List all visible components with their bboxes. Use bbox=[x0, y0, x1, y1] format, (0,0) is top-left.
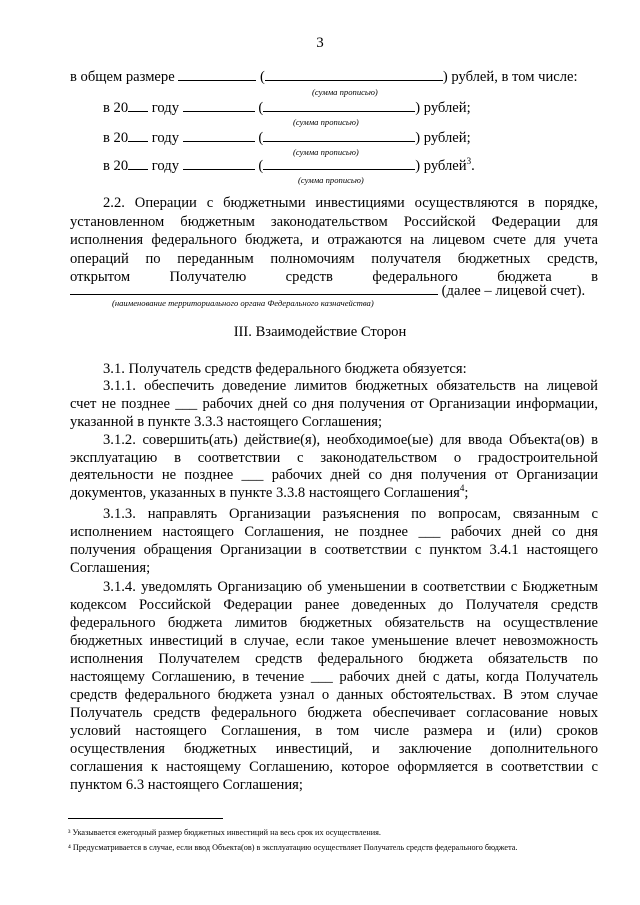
year-digits-blank bbox=[183, 99, 255, 112]
clause-3-1-3-line: получения обращения Организации в соответствии с пунктом 3.4.1 настоящего bbox=[70, 542, 598, 558]
amount-caption: (сумма прописью) bbox=[312, 87, 378, 97]
clause-3-1-2-text: документов, указанных в пункте 3.3.8 настоящего Соглашения bbox=[70, 485, 460, 501]
clause-3-1-2-line: 3.1.2. совершить(ать) действие(я), необходимое(ые) для ввода Объекта(ов) в bbox=[103, 432, 598, 448]
clause-3-1-4-line: бюджетных инвестиций в случае, если такое уменьшение влечет невозможность bbox=[70, 633, 598, 649]
clause-3-1-1-line: счет не позднее ___ рабочих дней со дня получения от Организации информации, bbox=[70, 396, 598, 412]
clause-3-1-4-line: 3.1.4. уведомлять Организацию об уменьшении в соответствии с Бюджетным bbox=[103, 579, 598, 595]
footnote-ref-3: 3 bbox=[466, 156, 472, 167]
clause-3-1-1-line: указанной в пункте 3.3.3 настоящего Соглашения; bbox=[70, 414, 383, 430]
year-words-blank bbox=[263, 157, 415, 170]
section-2-2-line: исполнения федерального бюджета, и отражаются на лицевом счете для учета bbox=[70, 232, 598, 248]
clause-3-1-3-line: исполнением настоящего Соглашения, не позднее ___ рабочих дней со дня bbox=[70, 524, 598, 540]
page-number: 3 bbox=[316, 35, 324, 51]
open-paren: ( bbox=[258, 130, 264, 146]
year-blank bbox=[128, 99, 148, 112]
clause-3-1-4-line: исполнения Получателем средств федерального бюджета обязательств по bbox=[70, 651, 598, 667]
treasury-body-caption: (наименование территориального органа Федерального казначейства) bbox=[112, 298, 374, 308]
year-words-blank bbox=[263, 99, 415, 112]
section-2-2-line: открытом Получателю средств федерального бюджета в bbox=[70, 269, 598, 285]
clause-3-1-4-line: средств федерального бюджета узнал о данных обстоятельствах. В этом случае bbox=[70, 687, 598, 703]
clause-3-1-4-line: Получатель средств федерального бюджета обеспечивает согласование новых bbox=[70, 705, 598, 721]
amount-caption: (сумма прописью) bbox=[293, 117, 359, 127]
footnote-separator bbox=[68, 818, 223, 819]
year-blank bbox=[128, 129, 148, 142]
year-word: году bbox=[151, 130, 180, 146]
clause-3-1-4-line: соглашения к настоящему Соглашению, которое оформляется в соответствии с bbox=[70, 759, 598, 775]
footnote-4: ⁴ Предусматривается в случае, если ввод Объекта(ов) в эксплуатацию осуществляет Получатель средств федерального бюджета. bbox=[68, 843, 518, 852]
year-digits-blank bbox=[183, 157, 255, 170]
total-amount-prefix: в общем размере bbox=[70, 69, 175, 85]
clause-3-1-4-line: кодексом Российской Федерации ранее доведенных до Получателя средств bbox=[70, 597, 598, 613]
year-amount-line-2 bbox=[103, 129, 471, 147]
year-amount-line-1 bbox=[103, 99, 471, 117]
last-year-suffix: ) рублей bbox=[415, 158, 467, 174]
clause-3-1-4-line: осуществления бюджетных инвестиций, и заключение дополнительного bbox=[70, 741, 598, 757]
year-prefix: в 20 bbox=[103, 130, 129, 146]
section-2-2-line: установленном бюджетным законодательством Российской Федерации для bbox=[70, 214, 598, 230]
clause-3-1-2-line: эксплуатацию в соответствии с законодательством о градостроительной bbox=[70, 450, 598, 466]
treasury-body-blank bbox=[70, 282, 438, 295]
section-2-2-line: 2.2. Операции с бюджетными инвестициями осуществляются в порядке, bbox=[103, 195, 598, 211]
footnote-ref-4: 4 bbox=[459, 483, 465, 494]
section-3-heading: III. Взаимодействие Сторон bbox=[233, 324, 407, 340]
total-amount-digits-blank bbox=[178, 68, 256, 81]
year-word: году bbox=[151, 158, 180, 174]
clause-3-1-4-line: федерального бюджета лимитов бюджетных обязательств на осуществление bbox=[70, 615, 598, 631]
footnote-3: ³ Указывается ежегодный размер бюджетных инвестиций на весь срок их осуществления. bbox=[68, 828, 381, 837]
clause-3-1-1-line: 3.1.1. обеспечить доведение лимитов бюджетных обязательств на лицевой bbox=[103, 378, 598, 394]
year-prefix: в 20 bbox=[103, 158, 129, 174]
year-suffix: ) рублей; bbox=[415, 100, 471, 116]
clause-3-1-3-line: 3.1.3. направлять Организации разъяснения по вопросам, связанным с bbox=[103, 506, 598, 522]
total-amount-line bbox=[70, 68, 578, 86]
clause-3-1: 3.1. Получатель средств федерального бюджета обязуется: bbox=[103, 361, 467, 377]
year-words-blank bbox=[263, 129, 415, 142]
clause-3-1-4-line: настоящему Соглашению, в течение ___ рабочих дней с даты, когда Получатель bbox=[70, 669, 598, 685]
amount-caption: (сумма прописью) bbox=[293, 147, 359, 157]
open-paren: ( bbox=[258, 158, 264, 174]
section-2-2-last-suffix: (далее – лицевой счет). bbox=[441, 283, 586, 299]
total-amount-words-blank bbox=[265, 68, 443, 81]
section-2-2-line: операций по переданным полномочиям получателя бюджетных средств, bbox=[70, 251, 598, 267]
clause-3-1-2-last-line bbox=[70, 485, 468, 502]
clause-3-1-3-line: Соглашения; bbox=[70, 560, 151, 576]
year-prefix: в 20 bbox=[103, 100, 129, 116]
year-word: году bbox=[151, 100, 180, 116]
total-amount-suffix: ) рублей, в том числе: bbox=[442, 69, 578, 85]
open-paren: ( bbox=[260, 69, 265, 85]
clause-3-1-2-end: ; bbox=[464, 485, 469, 501]
clause-3-1-4-line: пунктом 6.3 настоящего Соглашения; bbox=[70, 777, 303, 793]
last-year-end: . bbox=[471, 158, 475, 174]
amount-caption: (сумма прописью) bbox=[298, 175, 364, 185]
year-digits-blank bbox=[183, 129, 255, 142]
open-paren: ( bbox=[258, 100, 264, 116]
year-suffix: ) рублей; bbox=[415, 130, 471, 146]
clause-3-1-2-line: деятельности не позднее ___ рабочих дней со дня получения от Организации bbox=[70, 467, 598, 483]
clause-3-1-4-line: условий настоящего Соглашения, в том числе размера и (или) сроков bbox=[70, 723, 598, 739]
year-blank bbox=[128, 157, 148, 170]
year-amount-line-3 bbox=[103, 157, 475, 175]
